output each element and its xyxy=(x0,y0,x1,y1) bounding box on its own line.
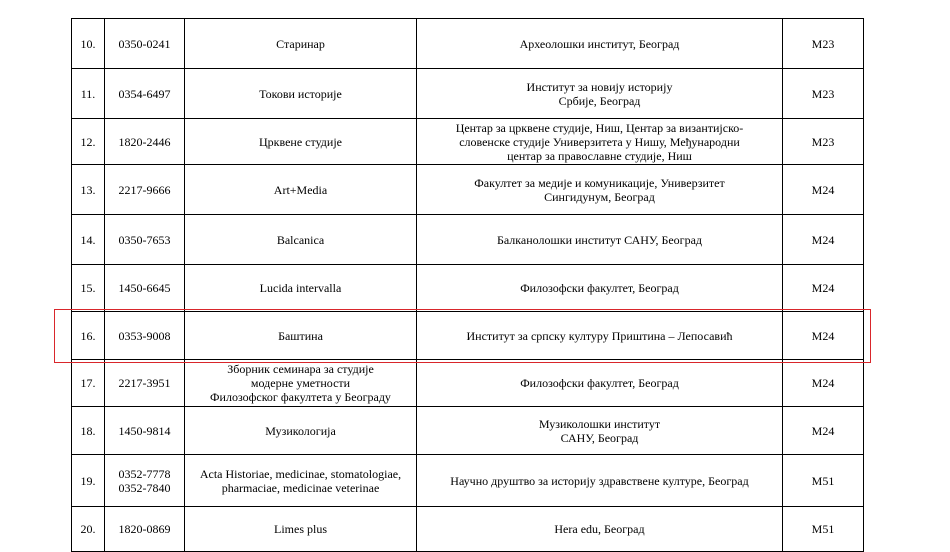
publisher-line: Балканолошки институт САНУ, Београд xyxy=(496,232,703,247)
journal-title-line: Lucida intervalla xyxy=(259,281,342,295)
row-number-cell: 15. xyxy=(72,265,105,312)
issn-cell xyxy=(105,455,185,507)
row-number-cell: 19. xyxy=(72,455,105,507)
journal-title-line: Limes plus xyxy=(274,522,327,536)
journal-title-cell xyxy=(185,119,417,165)
journal-title-cell xyxy=(185,360,417,407)
category-cell: M24 xyxy=(783,312,864,360)
category-cell: M24 xyxy=(783,215,864,265)
journal-title-line: Токови историје xyxy=(259,86,342,101)
journal-title-line: Зборник семинара за студије xyxy=(227,362,374,376)
row-number-cell: 13. xyxy=(72,165,105,215)
publisher-line: Филозофски факултет, Београд xyxy=(520,376,679,390)
publisher-line: Филозофски факултет, Београд xyxy=(520,281,679,295)
category-cell: M23 xyxy=(783,19,864,69)
table-body xyxy=(72,19,864,552)
journal-title-cell xyxy=(185,165,417,215)
publisher-line: Институт за српску културу Приштина – Лепосавић xyxy=(466,328,733,343)
publisher-line: Музиколошки институт xyxy=(538,416,661,431)
category-cell: M23 xyxy=(783,69,864,119)
table-row xyxy=(72,407,864,455)
journal-title-cell xyxy=(185,407,417,455)
publisher-line: словенске студије Универзитета у Нишу, Међународни xyxy=(459,134,740,149)
publisher-cell xyxy=(417,69,783,119)
journal-table xyxy=(71,18,864,552)
issn-line: 1820-2446 xyxy=(118,134,171,149)
publisher-line: Србије, Београд xyxy=(558,93,641,108)
table-row xyxy=(72,507,864,552)
table-row xyxy=(72,265,864,312)
table-row xyxy=(72,215,864,265)
publisher-line: Hera edu, Београд xyxy=(554,522,645,536)
row-number-cell: 10. xyxy=(72,19,105,69)
row-number-cell: 20. xyxy=(72,507,105,552)
issn-line: 1450-9814 xyxy=(118,423,171,438)
journal-title-cell xyxy=(185,19,417,69)
category-cell: M51 xyxy=(783,507,864,552)
journal-title-line: pharmaciae, medicinae veterinae xyxy=(221,480,380,495)
journal-title-cell xyxy=(185,455,417,507)
issn-line: 0354-6497 xyxy=(118,86,171,101)
publisher-cell xyxy=(417,119,783,165)
issn-cell xyxy=(105,119,185,165)
issn-line: 0352-7840 xyxy=(118,480,171,495)
row-number-cell: 12. xyxy=(72,119,105,165)
table-row xyxy=(72,69,864,119)
journal-title-line: Црквене студије xyxy=(258,134,342,149)
table-row xyxy=(72,119,864,165)
row-number-cell: 18. xyxy=(72,407,105,455)
journal-title-cell xyxy=(185,265,417,312)
journal-title-cell xyxy=(185,215,417,265)
publisher-line: САНУ, Београд xyxy=(560,430,639,445)
issn-cell xyxy=(105,360,185,407)
issn-cell xyxy=(105,19,185,69)
publisher-cell xyxy=(417,265,783,312)
category-cell: M24 xyxy=(783,265,864,312)
publisher-line: Научно друштво за историју здравствене културе, Београд xyxy=(450,473,749,488)
issn-cell xyxy=(105,507,185,552)
issn-cell xyxy=(105,265,185,312)
journal-title-line: Acta Historiae, medicinae, stomatologiae, xyxy=(199,466,402,481)
publisher-cell xyxy=(417,215,783,265)
category-cell: M51 xyxy=(783,455,864,507)
issn-line: 1450-6645 xyxy=(118,281,171,295)
publisher-cell xyxy=(417,407,783,455)
row-number-cell: 17. xyxy=(72,360,105,407)
journal-title-cell xyxy=(185,507,417,552)
issn-line: 1820-0869 xyxy=(118,522,171,536)
table-row xyxy=(72,165,864,215)
issn-line: 2217-9666 xyxy=(118,182,171,197)
journal-title-cell xyxy=(185,312,417,360)
table-row xyxy=(72,312,864,360)
issn-cell xyxy=(105,165,185,215)
journal-title-line: Art+Media xyxy=(273,182,328,197)
publisher-line: Факултет за медије и комуникације, Универзитет xyxy=(474,175,725,190)
issn-cell xyxy=(105,69,185,119)
category-cell: M24 xyxy=(783,165,864,215)
issn-cell xyxy=(105,312,185,360)
category-cell: M24 xyxy=(783,360,864,407)
journal-title-cell xyxy=(185,69,417,119)
journal-title-line: Баштина xyxy=(278,328,323,343)
publisher-cell xyxy=(417,360,783,407)
issn-line: 0350-0241 xyxy=(118,36,171,51)
publisher-line: Центар за црквене студије, Ниш, Центар за византијско- xyxy=(455,120,744,135)
issn-cell xyxy=(105,407,185,455)
publisher-line: Институт за новију историју xyxy=(526,79,673,94)
journal-title-line: Старинар xyxy=(276,36,325,51)
publisher-cell xyxy=(417,165,783,215)
publisher-cell xyxy=(417,507,783,552)
issn-line: 0352-7778 xyxy=(118,466,171,481)
row-number-cell: 14. xyxy=(72,215,105,265)
row-number-cell: 16. xyxy=(72,312,105,360)
publisher-cell xyxy=(417,455,783,507)
journal-title-line: Музикологија xyxy=(265,423,336,438)
table-row xyxy=(72,455,864,507)
journal-title-line: Balcanica xyxy=(276,232,325,247)
table-row xyxy=(72,360,864,407)
issn-line: 0350-7653 xyxy=(118,232,171,247)
category-cell: M23 xyxy=(783,119,864,165)
row-number-cell: 11. xyxy=(72,69,105,119)
issn-line: 0353-9008 xyxy=(118,328,171,343)
issn-cell xyxy=(105,215,185,265)
publisher-line: Сингидунум, Београд xyxy=(544,189,655,204)
journal-title-line: модерне уметности xyxy=(250,376,351,390)
publisher-line: Археолошки институт, Београд xyxy=(519,36,680,51)
publisher-cell xyxy=(417,19,783,69)
issn-line: 2217-3951 xyxy=(118,376,171,390)
publisher-line: центар за православне студије, Ниш xyxy=(507,148,692,163)
table-row xyxy=(72,19,864,69)
journal-title-line: Филозофског факултета у Београду xyxy=(210,390,391,404)
publisher-cell xyxy=(417,312,783,360)
category-cell: M24 xyxy=(783,407,864,455)
